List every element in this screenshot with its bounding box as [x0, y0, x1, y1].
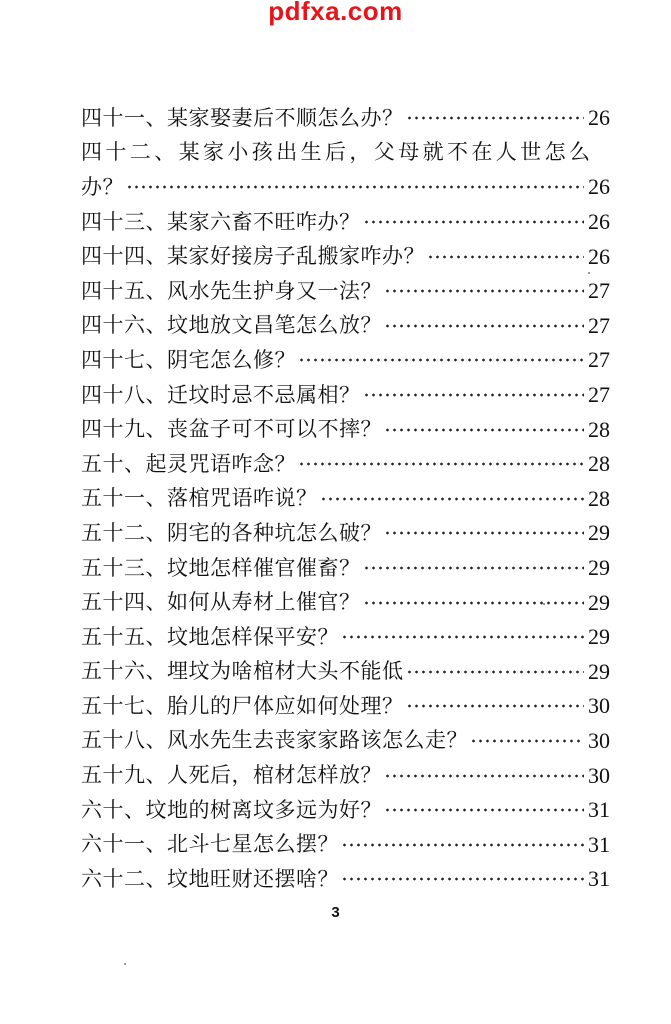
dot-leader	[384, 324, 584, 328]
dot-leader	[320, 497, 585, 501]
toc-entry-page: 30	[588, 693, 610, 719]
toc-entry	[81, 343, 610, 378]
dot-leader	[406, 670, 585, 674]
scan-speck	[543, 603, 545, 605]
dot-leader	[363, 393, 585, 397]
dot-leader	[363, 601, 585, 605]
toc-entry-page: 27	[588, 278, 610, 304]
toc-entry-page: 31	[588, 797, 610, 823]
toc-entry-page: 27	[588, 347, 610, 373]
toc-entry-page: 26	[588, 209, 610, 235]
toc-entry-title: 办？	[81, 174, 124, 199]
toc-entry-page: 27	[588, 312, 610, 338]
toc-entry-page: 28	[588, 451, 610, 477]
toc-entry	[81, 758, 610, 793]
toc-entry	[81, 585, 610, 620]
toc-entry-page: 28	[588, 485, 610, 511]
toc-entry	[81, 309, 610, 344]
toc-entry-title: 五十一、落棺咒语咋说？	[81, 486, 318, 511]
dot-leader	[363, 220, 585, 224]
dot-leader	[341, 635, 584, 639]
toc-entry	[81, 447, 610, 482]
dot-leader	[384, 428, 584, 432]
toc-entry	[81, 378, 610, 413]
toc-entry-title: 四十五、风水先生护身又一法？	[81, 278, 382, 303]
dot-leader	[341, 843, 584, 847]
toc-entry-title: 六十、坟地的树离坟多远为好？	[81, 797, 382, 822]
toc-entry	[81, 101, 610, 136]
toc-entry-page: 30	[588, 762, 610, 788]
toc-entry-title: 五十二、阴宅的各种坑怎么破？	[81, 520, 382, 545]
toc-entry-title: 五十四、如何从寿材上催官？	[81, 590, 361, 615]
scan-speck	[124, 963, 126, 965]
toc-entry-page: 28	[588, 416, 610, 442]
toc-entry	[81, 724, 610, 759]
toc-entry-page: 26	[588, 243, 610, 269]
toc-entry	[81, 862, 610, 897]
toc-entry-title: 四十七、阴宅怎么修？	[81, 347, 296, 372]
toc-entry-page: 29	[588, 555, 610, 581]
toc-entry-title: 五十六、埋坟为啥棺材大头不能低	[81, 659, 404, 684]
toc-entry-page: 26	[588, 105, 610, 131]
toc-entry	[81, 205, 610, 240]
toc-entry-page: 26	[588, 174, 610, 200]
dot-leader	[406, 704, 585, 708]
toc-entry-title: 五十八、风水先生去丧家家路该怎么走？	[81, 728, 468, 753]
toc-entry	[81, 170, 610, 205]
toc-entry-page: 29	[588, 624, 610, 650]
toc-entry	[81, 620, 610, 655]
dot-leader	[384, 774, 584, 778]
toc-entry	[81, 239, 610, 274]
dot-leader	[126, 185, 584, 189]
toc-entry-title: 四十四、某家好接房子乱搬家咋办？	[81, 244, 425, 269]
dot-leader	[427, 255, 584, 259]
toc-entry	[81, 793, 610, 828]
dot-leader	[298, 358, 584, 362]
page-number: 3	[331, 904, 340, 921]
toc-entry-title: 六十一、北斗七星怎么摆？	[81, 832, 339, 857]
dot-leader	[384, 808, 584, 812]
toc-entry-title: 四十六、坟地放文昌笔怎么放？	[81, 313, 382, 338]
toc-entry-title: 五十三、坟地怎样催官催畜？	[81, 555, 361, 580]
toc-entry-title: 五十五、坟地怎样保平安？	[81, 624, 339, 649]
table-of-contents	[81, 101, 610, 897]
toc-entry-title: 四十八、迁坟时忌不忌属相？	[81, 382, 361, 407]
toc-entry-page: 29	[588, 658, 610, 684]
toc-entry-title: 四十九、丧盆子可不可以不摔？	[81, 417, 382, 442]
toc-entry	[81, 655, 610, 690]
dot-leader	[384, 531, 584, 535]
toc-entry-title: 四十二、某家小孩出生后，父母就不在人世怎么	[81, 140, 594, 165]
toc-entry-page: 29	[588, 589, 610, 615]
toc-entry	[81, 136, 610, 171]
toc-entry-title: 五十九、人死后，棺材怎样放？	[81, 763, 382, 788]
dot-leader	[384, 289, 584, 293]
dot-leader	[406, 116, 585, 120]
toc-entry-page: 31	[588, 866, 610, 892]
dot-leader	[470, 739, 584, 743]
toc-entry-page: 27	[588, 382, 610, 408]
toc-entry	[81, 412, 610, 447]
dot-leader	[341, 877, 584, 881]
toc-entry	[81, 516, 610, 551]
scan-speck	[588, 272, 590, 274]
toc-entry-page: 29	[588, 520, 610, 546]
dot-leader	[363, 566, 585, 570]
toc-entry	[81, 274, 610, 309]
toc-entry	[81, 551, 610, 586]
toc-entry-title: 六十二、坟地旺财还摆啥？	[81, 866, 339, 891]
toc-entry-page: 31	[588, 831, 610, 857]
toc-entry	[81, 827, 610, 862]
toc-entry-title: 五十七、胎儿的尸体应如何处理？	[81, 693, 404, 718]
toc-entry-page: 30	[588, 727, 610, 753]
toc-entry-title: 四十三、某家六畜不旺咋办？	[81, 209, 361, 234]
toc-entry	[81, 689, 610, 724]
toc-entry-title: 五十、起灵咒语咋念？	[81, 451, 296, 476]
toc-entry	[81, 482, 610, 517]
watermark: pdfxa.com	[268, 0, 403, 26]
dot-leader	[298, 462, 584, 466]
toc-entry-title: 四十一、某家娶妻后不顺怎么办？	[81, 105, 404, 130]
